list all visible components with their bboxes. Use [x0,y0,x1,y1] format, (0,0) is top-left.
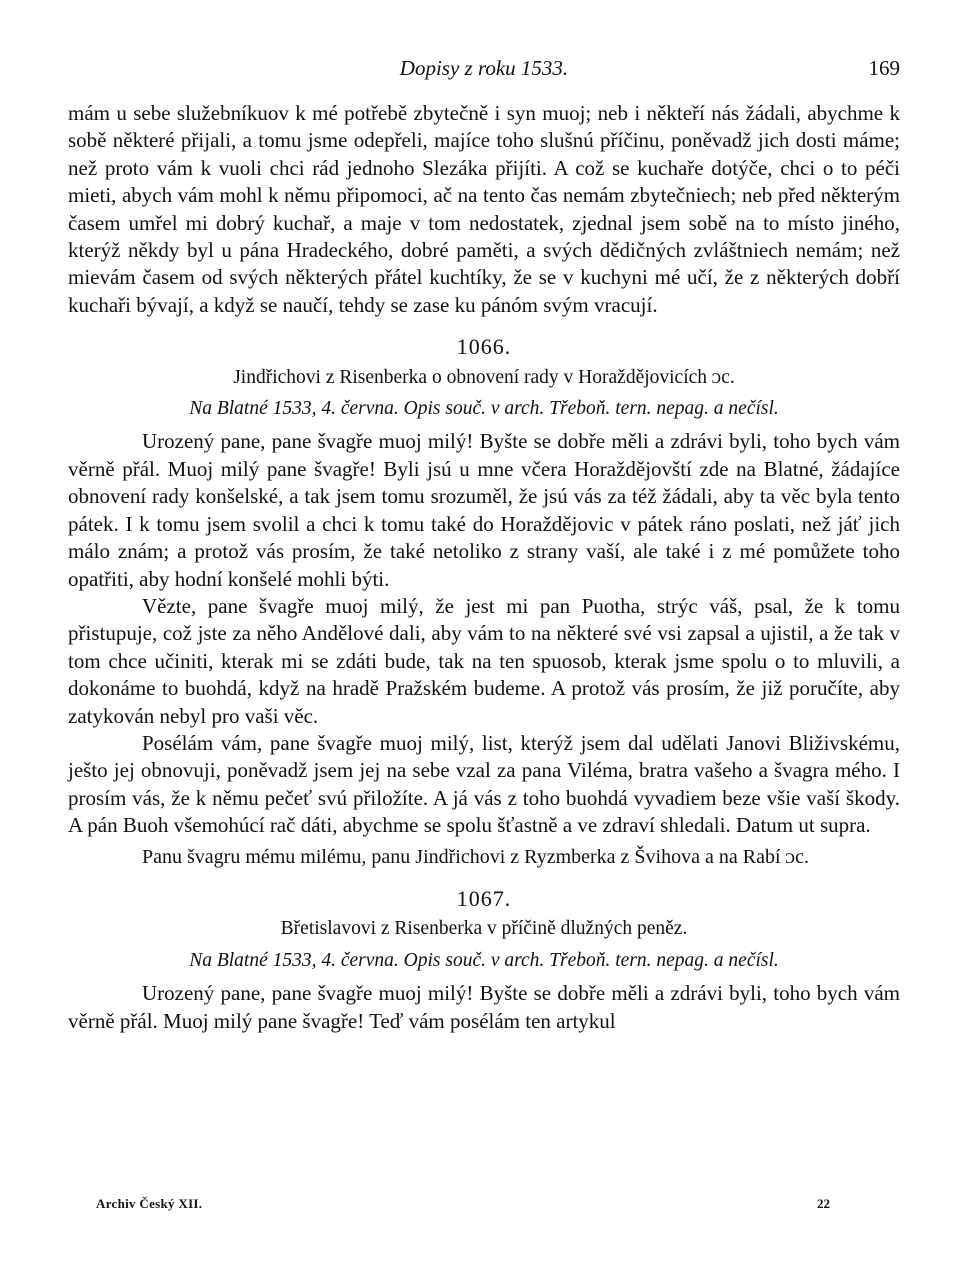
letter-paragraph: Posélám vám, pane švagře muoj milý, list, kterýž jsem dal udělati Janovi Bliživskému, ješto jej obnovuji, poněvadž jsem jej na sebe vzal za pana Viléma, bratra vašeho a švagra mého. I prosím vás, že k němu pečeť svú přiložíte. A já vás z toho buohdá vyvadiem beze všie vaší škody. A pán Buoh všemohúcí rač dáti, abychme se spolu šťastně a ve zdraví shledali. Datum ut supra. [68,730,900,838]
letter-paragraph: Urozený pane, pane švagře muoj milý! Byšte se dobře měli a zdrávi byli, toho bych vám věrně přál. Muoj milý pane švagře! Teď vám posélám ten artykul [68,981,900,1033]
letter-source: Na Blatné 1533, 4. června. Opis souč. v arch. Třeboň. tern. nepag. a nečísl. [189,398,779,420]
letter-paragraph: Urozený pane, pane švagře muoj milý! Byšte se dobře měli a zdrávi byli, toho bych vám věrně přál. Muoj milý pane švagře! Byli jsú u mne včera Horaždějovští zde na Blatné, žádajíce obnovení rady konšelské, a tak jsem tomu srozuměl, že jsú vás za též žádali, aby ta věc byla tento pátek. I k tomu jsem svolil a chci k tomu také do Horaždějovic v pátek ráno poslati, než jáť jich málo znám; a protož vás prosím, že také netoliko z strany vaší, ale také i z mé pomůžete toho opatřiti, aby hodní konšelé mohli býti. [68,429,900,591]
letter-number: 1067. [456,885,512,911]
footer-sheet-number: 22 [817,1196,830,1211]
running-head [68,56,900,86]
continuation-paragraph: mám u sebe služebníkuov k mé potřebě zbytečně i syn muoj; neb i někteří nás žádali, abychme k sobě některé přijali, a tomu jsme odepřeli, majíce toho slušnú příčinu, poněvadž jich dosti máme; než proto vám k vuoli chci rád jednoho Slezáka přijíti. A což se kuchaře dotýče, chci o to péči mieti, abych vám mohl k němu připomoci, ač na tento čas nemám zbytečniech; neb před některým časem umřel mi dobrý kuchař, a maje v tom nedostatek, zjednal jsem sobě na to místo jiného, kterýž někdy byl u pána Hradeckého, dobré paměti, a svých dědičných zvláštniech nemám; než mievám časem od svých některých přátel kuchtíky, že se v kuchyni mé učí, že z některých dobří kuchaři bývají, a když se naučí, tehdy se zase ku pánóm svým vracují. [68,101,900,317]
letter-title: Jindřichovi z Risenberka o obnovení rady v Horaždějovicích ᴐc. [233,366,735,388]
page-footer [68,1196,900,1216]
page-number: 169 [868,56,900,80]
letter-paragraph: Vězte, pane švagře muoj milý, že jest mi pan Puotha, strýc váš, psal, že k tomu přistupuje, což jste za něho Andělové dali, aby vám to na některé své vsi zapsal a ujistil, a že tak v tom chce učiniti, kterak mi se zdáti bude, tak na ten spuosob, kterak jsme spolu o to mluvili, a dokonáme to buohdá, když na hradě Pražském budeme. A protož vás prosím, že již poručíte, aby zatykován nebyl pro vaši věc. [68,593,900,728]
letter-1066 [68,333,900,871]
letter-address: Panu švagru mému milému, panu Jindřichovi z Ryzmberka z Švihova a na Rabí ᴐc. [142,845,809,868]
letter-number: 1066. [456,334,512,360]
letter-source: Na Blatné 1533, 4. června. Opis souč. v arch. Třeboň. tern. nepag. a nečísl. [189,949,779,971]
letter-title: Břetislavovi z Risenberka v příčině dlužných peněz. [280,918,688,940]
letter-1067 [68,885,900,1035]
text-block [68,100,900,1035]
running-title: Dopisy z roku 1533. [399,56,569,80]
footer-signature: Archiv Český XII. [96,1196,203,1211]
